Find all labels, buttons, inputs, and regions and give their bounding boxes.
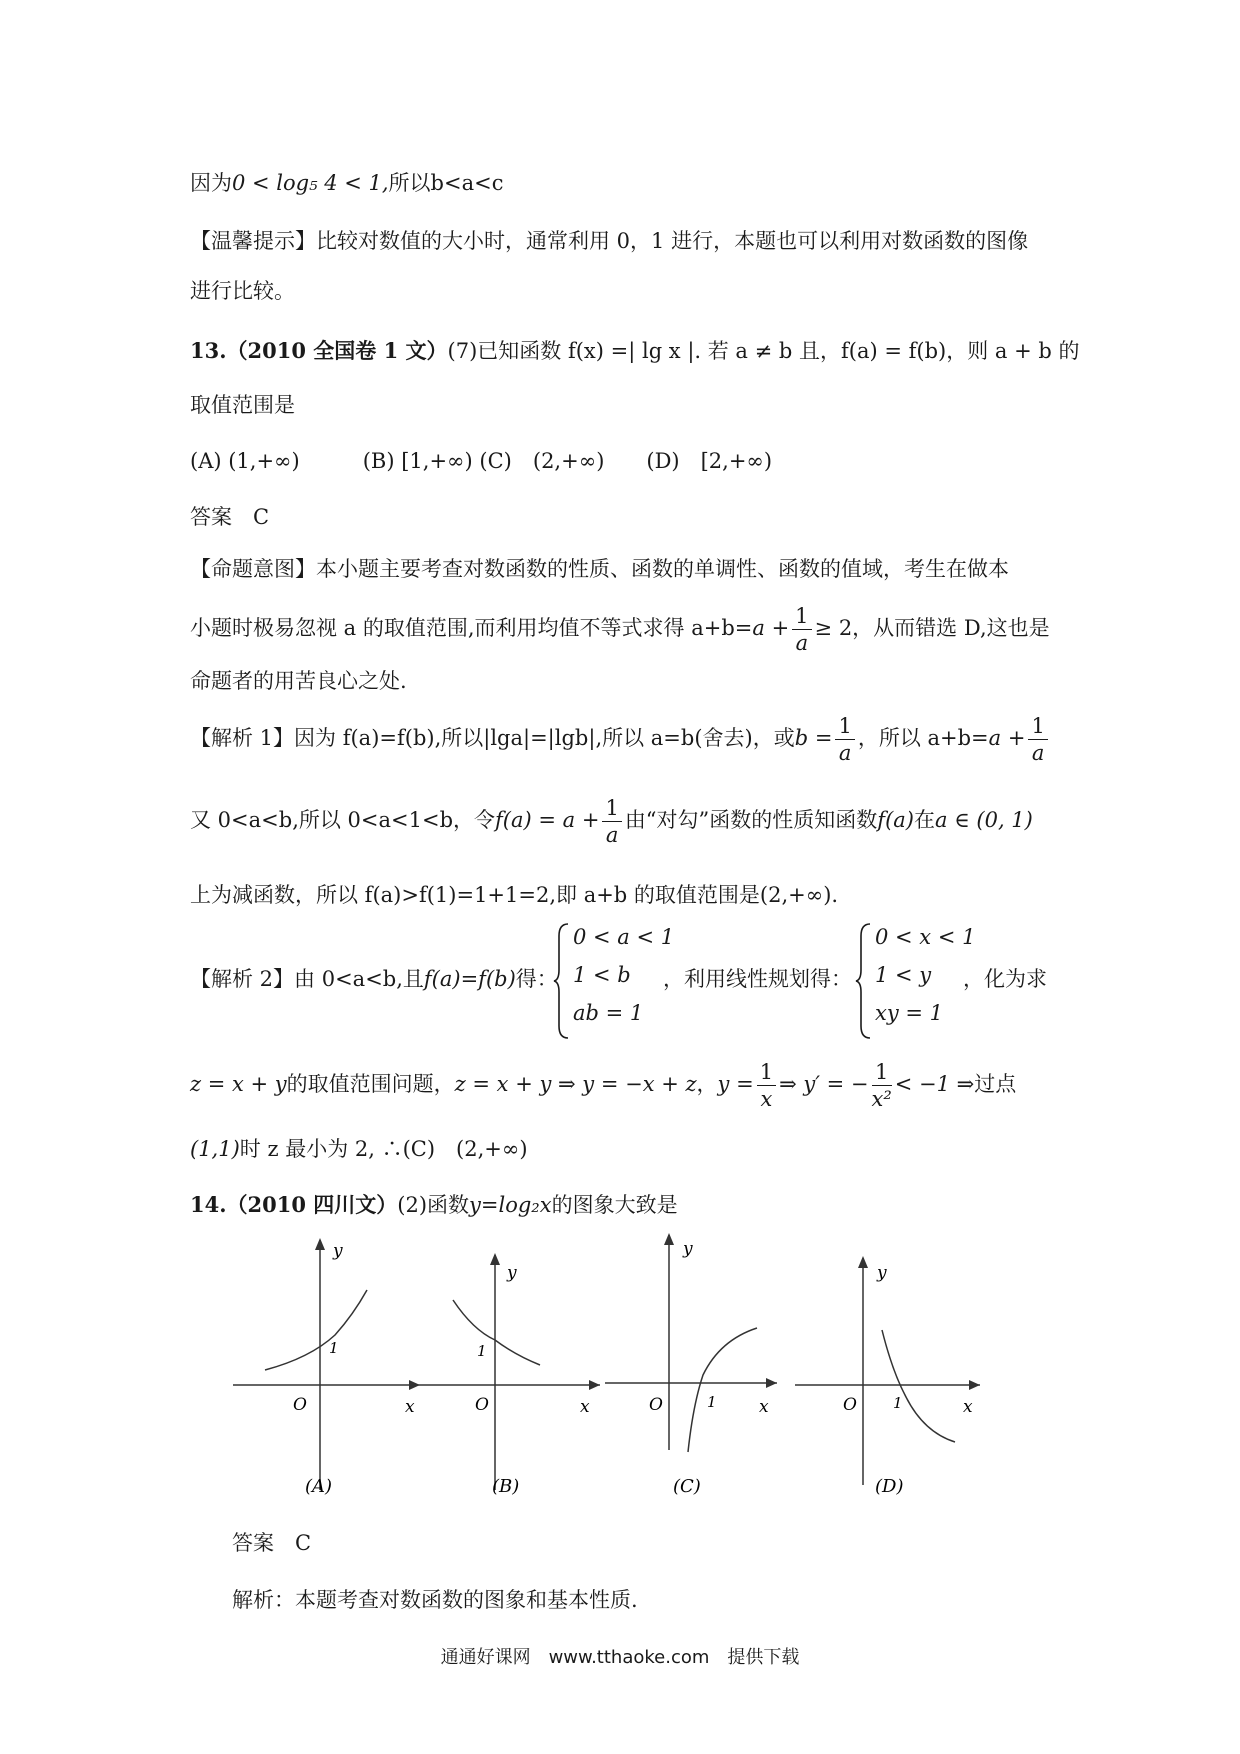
question-13-answer: 答案 C bbox=[190, 505, 270, 529]
text: 过点 bbox=[974, 1072, 1017, 1096]
analysis-2-line-1-text-b: ，利用线性规划得： bbox=[663, 967, 852, 991]
axis-y-label: y bbox=[333, 1241, 343, 1261]
text: ，所以 a+b= bbox=[857, 726, 989, 750]
graph-label: (A) bbox=[305, 1476, 333, 1497]
left-brace-icon bbox=[855, 922, 873, 1040]
text: 小题时极易忽视 a 的取值范围,而利用均值不等式求得 a+b= bbox=[190, 616, 753, 640]
system-row: ab = 1 bbox=[573, 1001, 644, 1025]
intent-line-3: 命题者的用苦良心之处. bbox=[190, 669, 407, 693]
question-text: (2)函数 bbox=[397, 1193, 470, 1217]
system-row: 0 < x < 1 bbox=[875, 925, 976, 949]
analysis-2-line-3 bbox=[190, 1134, 528, 1164]
math: a + bbox=[988, 726, 1026, 750]
tip-line-2: 进行比较。 bbox=[190, 279, 295, 303]
axis-y-label: y bbox=[877, 1263, 887, 1283]
math: f(a) = a + bbox=[495, 808, 600, 832]
text: 【解析 2】由 0<a<b,且 bbox=[190, 967, 424, 991]
question-14-stem bbox=[190, 1190, 678, 1220]
question-14-answer: 答案 C bbox=[232, 1531, 312, 1555]
math: a + bbox=[752, 616, 790, 640]
origin-label: O bbox=[843, 1395, 857, 1415]
graph-option-b bbox=[415, 1230, 605, 1500]
analysis-1-line-1 bbox=[190, 708, 1051, 768]
system-row: 0 < a < 1 bbox=[573, 925, 675, 949]
analysis-1-line-3: 上为减函数，所以 f(a)>f(1)=1+1=2,即 a+b 的取值范围是(2,+∞). bbox=[190, 883, 839, 907]
question-14-analysis: 解析：本题考查对数函数的图象和基本性质. bbox=[232, 1588, 638, 1612]
math: b = bbox=[794, 726, 833, 750]
intent-line-2 bbox=[190, 598, 1050, 658]
tick-label-1: 1 bbox=[477, 1342, 487, 1360]
origin-label: O bbox=[475, 1395, 489, 1415]
graph-options bbox=[225, 1230, 985, 1500]
math: (1,1) bbox=[190, 1137, 240, 1161]
intent-line-1: 【命题意图】本小题主要考查对数函数的性质、函数的单调性、函数的值域，考生在做本 bbox=[190, 557, 1009, 581]
axis-x-label: x bbox=[580, 1397, 590, 1417]
tip-line-1: 【温馨提示】比较对数值的大小时，通常利用 0，1 进行，本题也可以利用对数函数的图像 bbox=[190, 229, 1029, 253]
analysis-2-line-2 bbox=[190, 1054, 1016, 1114]
question-13-stem bbox=[190, 336, 1080, 366]
text: 得： bbox=[515, 967, 558, 991]
question-13-stem-2: 取值范围是 bbox=[190, 393, 295, 417]
graph-option-a bbox=[225, 1230, 415, 1500]
graph-option-c bbox=[605, 1230, 795, 1500]
question-text: (7)已知函数 f(x) =| lg x |. 若 a ≠ b 且，f(a) = f(b)，则 a + b 的 bbox=[447, 339, 1080, 363]
system-row: 1 < y bbox=[875, 963, 932, 987]
text: 的取值范围问题， bbox=[286, 1072, 455, 1096]
system-row: xy = 1 bbox=[875, 1001, 944, 1025]
origin-label: O bbox=[649, 1395, 663, 1415]
text: 又 0<a<b,所以 0<a<1<b，令 bbox=[190, 808, 496, 832]
fraction-1-over-a: $\frac{1}{a}$ bbox=[835, 713, 854, 766]
text: ， bbox=[696, 1072, 718, 1096]
graph-label: (B) bbox=[492, 1476, 520, 1497]
graph-label: (D) bbox=[875, 1476, 904, 1497]
text: 由“对勾”函数的性质知函数 bbox=[624, 808, 878, 832]
axis-x-label: x bbox=[405, 1397, 415, 1417]
tick-label-1: 1 bbox=[707, 1393, 717, 1411]
axis-x-label: x bbox=[963, 1397, 973, 1417]
page-footer: 通通好课网 www.tthaoke.com 提供下载 bbox=[440, 1647, 800, 1668]
math: y = bbox=[717, 1072, 754, 1096]
analysis-2-line-1-text-c: ，化为求 bbox=[963, 967, 1047, 991]
question-number: 14.（2010 四川文） bbox=[190, 1192, 398, 1217]
text: 【解析 1】因为 f(a)=f(b),所以|lga|=|lgb|,所以 a=b(舍去)，或 bbox=[190, 726, 795, 750]
fraction-1-over-x-squared: $\frac{1}{\text{x²}}$ bbox=[871, 1060, 892, 1111]
system-row: 1 < b bbox=[573, 963, 631, 987]
math: z = x + y bbox=[190, 1072, 287, 1096]
fraction-1-over-a: $\frac{1}{a}$ bbox=[1028, 713, 1047, 766]
axis-y-label: y bbox=[683, 1239, 693, 1259]
math-function: y=log₂x bbox=[469, 1193, 552, 1217]
text: 时 z 最小为 2, ∴(C) (2,+∞) bbox=[239, 1137, 528, 1161]
question-number: 13.（2010 全国卷 1 文） bbox=[190, 338, 448, 363]
origin-label: O bbox=[293, 1395, 307, 1415]
left-brace-icon bbox=[553, 922, 571, 1040]
axis-y-label: y bbox=[507, 1263, 517, 1283]
text: 在 bbox=[913, 808, 935, 832]
fraction-1-over-x: $\frac{1}{x}$ bbox=[757, 1059, 776, 1112]
text: ≥ 2，从而错选 D,这也是 bbox=[814, 616, 1050, 640]
math: z = x + y ⇒ y = −x + z bbox=[454, 1072, 697, 1096]
math: a ∈ (0, 1) bbox=[934, 808, 1033, 832]
text: 因为 bbox=[190, 171, 232, 195]
math: f(a) bbox=[877, 808, 914, 832]
question-13-options: (A) (1,+∞) (B) [1,+∞) (C) (2,+∞) (D) [2,+∞) bbox=[190, 449, 773, 473]
fraction-1-over-a: $\frac{1}{a}$ bbox=[792, 603, 811, 656]
graph-label: (C) bbox=[673, 1476, 701, 1497]
math: < −1 ⇒ bbox=[894, 1072, 975, 1096]
text: 所以b<a<c bbox=[388, 171, 504, 195]
graph-option-d bbox=[795, 1230, 985, 1500]
question-text: 的图象大致是 bbox=[551, 1193, 678, 1217]
axis-x-label: x bbox=[759, 1397, 769, 1417]
text-line-log-compare bbox=[190, 168, 503, 198]
math: f(a)=f(b) bbox=[423, 967, 516, 991]
math-log-inequality: 0 < log₅ 4 < 1, bbox=[232, 171, 389, 195]
analysis-2-line-1-text-a bbox=[190, 964, 558, 994]
analysis-1-line-2 bbox=[190, 790, 1033, 850]
fraction-1-over-a: $\frac{1}{a}$ bbox=[602, 795, 621, 848]
math: ⇒ y′ = − bbox=[779, 1072, 869, 1096]
tick-label-1: 1 bbox=[893, 1394, 903, 1412]
tick-label-1: 1 bbox=[329, 1339, 339, 1357]
